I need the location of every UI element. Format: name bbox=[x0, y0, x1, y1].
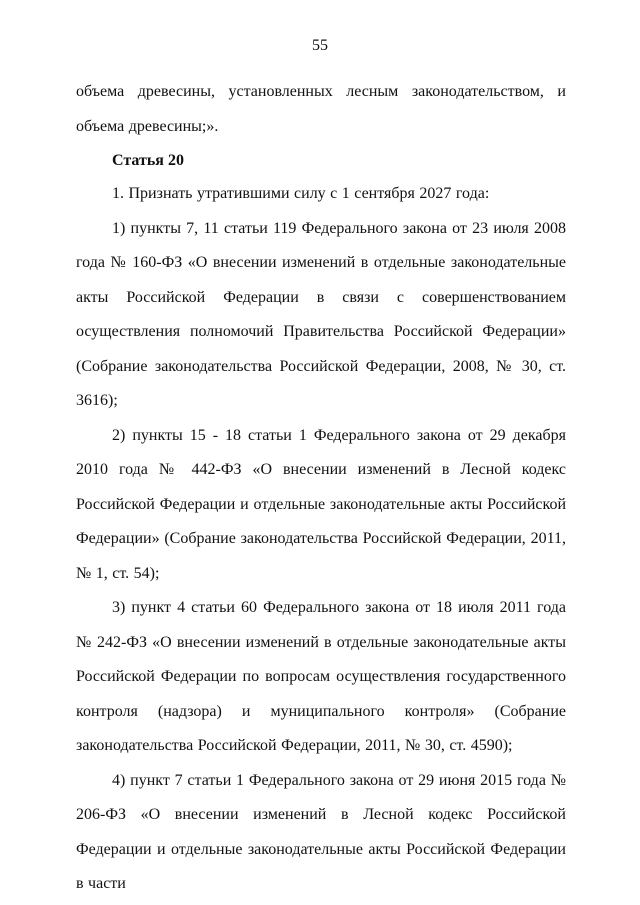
list-item-2: 2) пункты 15 - 18 статьи 1 Федерального закона от 29 декабря 2010 года № 442-ФЗ «О внесении изменений в Лесной кодекс Российской Федерации и отдельные законодательные акты Российской Федерации» (Собрание законодательства Российской Федерации, 2011, № 1, ст. 54); bbox=[76, 426, 566, 582]
list-item-3: 3) пункт 4 статьи 60 Федерального закона от 18 июля 2011 года № 242-ФЗ «О внесении изменений в отдельные законодательные акты Российской Федерации по вопросам осуществления государственного контроля (надзора) и муниципального контроля» (Собрание законодательства Российской Федерации, 2011, № 30, ст. 4590); bbox=[76, 599, 566, 754]
point-1-paragraph: 1. Признать утратившими силу с 1 сентября 2027 года: bbox=[112, 185, 490, 202]
page-number: 55 bbox=[312, 37, 328, 54]
document-body bbox=[76, 75, 566, 902]
article-title: Статья 20 bbox=[112, 152, 184, 169]
list-item-4: 4) пункт 7 статьи 1 Федерального закона от 29 июня 2015 года № 206-ФЗ «О внесении изменений в Лесной кодекс Российской Федерации и отдельные законодательные акты Российской Федерации в части bbox=[76, 771, 566, 892]
intro-paragraph: объема древесины, установленных лесным законодательством, и объема древесины;». bbox=[76, 83, 566, 135]
list-item-1: 1) пункты 7, 11 статьи 119 Федерального закона от 23 июля 2008 года № 160-ФЗ «О внесении изменений в отдельные законодательные акты Российской Федерации в связи с совершенствованием осуществления полномочий Правительства Российской Федерации» (Собрание законодательства Российской Федерации, 2008, № 30, ст. 3616); bbox=[76, 219, 566, 409]
